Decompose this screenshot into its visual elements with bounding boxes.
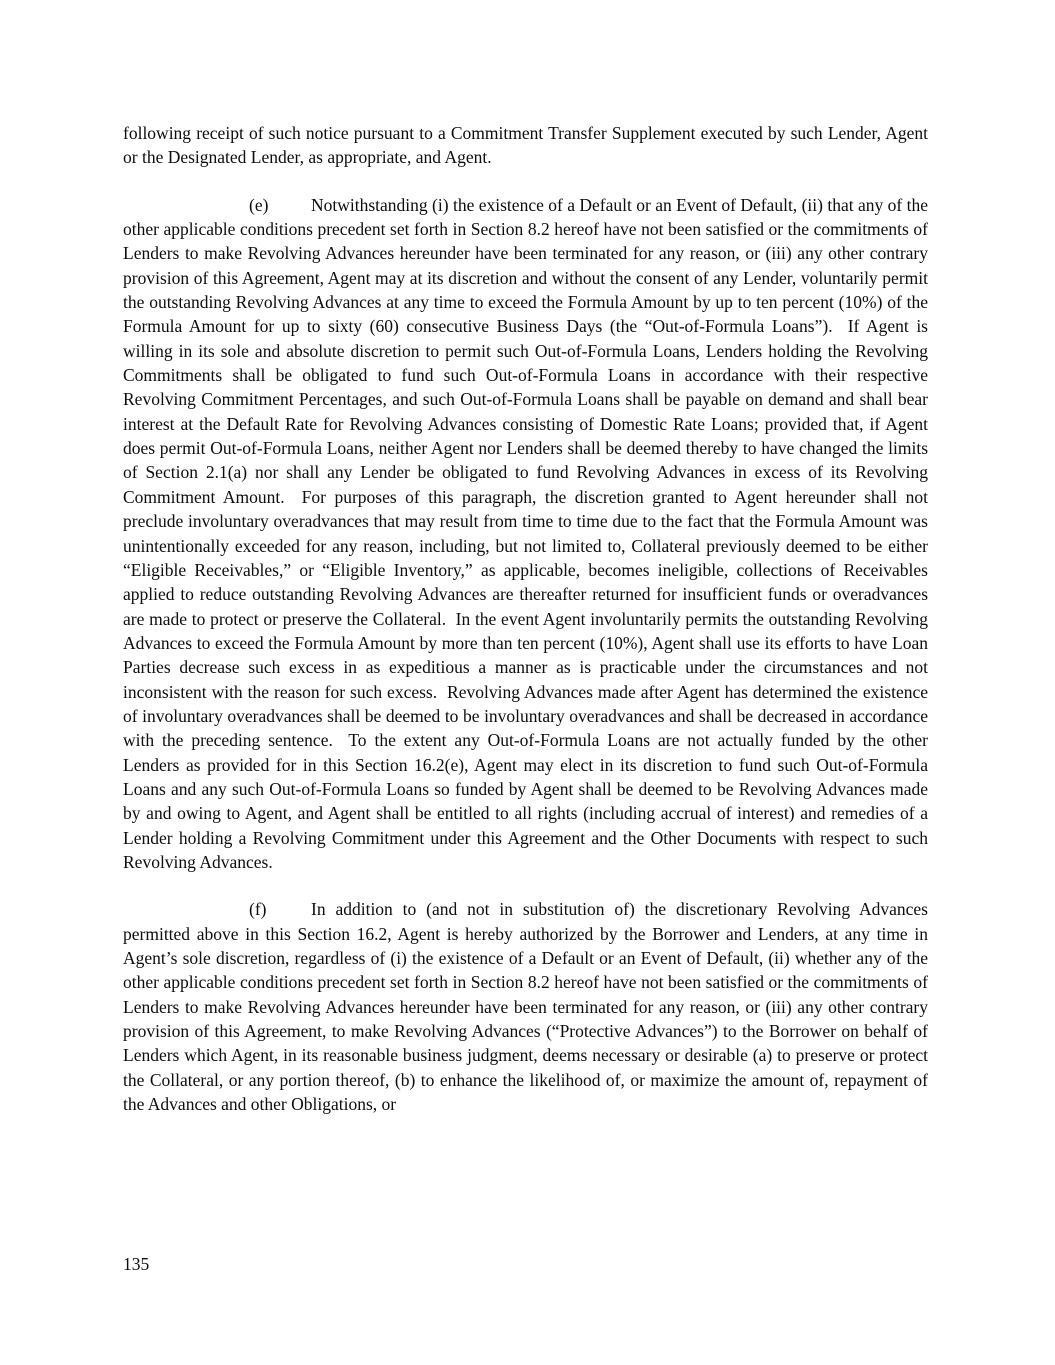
paragraph-f-label: (f)	[249, 899, 267, 920]
paragraph-text: Notwithstanding (i) the existence of a Default or an Event of Default, (ii) that any of the other applicable conditions precedent set forth in Section 8.2 hereof have not been satisfied or the commitments of Lenders to make Revolving Advances hereunder have been terminated for any reason, or (iii) any other contrary provision of this Agreement, Agent may at its discretion and without the consent of any Lender, voluntarily permit the outstanding Revolving Advances at any time to exceed the Formula Amount by up to ten percent (10%) of the Formula Amount for up to sixty (60) consecutive Business Days (the “Out-of-Formula Loans”). If Agent is willing in its sole and absolute discretion to permit such Out-of-Formula Loans, Lenders holding the Revolving Commitments shall be obligated to fund such Out-of-Formula Loans in accordance with their respective Revolving Commitment Percentages, and such Out-of-Formula Loans shall be payable on demand and shall bear interest at the Default Rate for Revolving Advances consisting of Domestic Rate Loans; provided that, if Agent does permit Out-of-Formula Loans, neither Agent nor Lenders shall be deemed thereby to have changed the limits of Section 2.1(a) nor shall any Lender be obligated to fund Revolving Advances in excess of its Revolving Commitment Amount. For purposes of this paragraph, the discretion granted to Agent hereunder shall not preclude involuntary overadvances that may result from time to time due to the fact that the Formula Amount was unintentionally exceeded for any reason, including, but not limited to, Collateral previously deemed to be either “Eligible Receivables,” or “Eligible Inventory,” as applicable, becomes ineligible, collections of Receivables applied to reduce outstanding Revolving Advances are thereafter returned for insufficient funds or overadvances are made to protect or preserve the Collateral. In the event Agent involuntarily permits the outstanding Revolving Advances to exceed the Formula Amount by more than ten percent (10%), Agent shall use its efforts to have Loan Parties decrease such excess in as expeditious a manner as is practicable under the circumstances and not inconsistent with the reason for such excess. Revolving Advances made after Agent has determined the existence of involuntary overadvances shall be deemed to be involuntary overadvances and shall be decreased in accordance with the preceding sentence. To the extent any Out-of-Formula Loans are not actually funded by the other Lenders as provided for in this Section 16.2(e), Agent may elect in its discretion to fund such Out-of-Formula Loans and any such Out-of-Formula Loans so funded by Agent shall be deemed to be Revolving Advances made by and owing to Agent, and Agent shall be entitled to all rights (including accrual of interest) and remedies of a Lender holding a Revolving Commitment under this Agreement and the Other Documents with respect to such Revolving Advances.	[123, 194, 933, 872]
paragraph-text: following receipt of such notice pursuant to a Commitment Transfer Supplement executed by such Lender, Agent or the Designated Lender, as appropriate, and Agent.	[123, 123, 933, 168]
paragraph-e-label: (e)	[249, 194, 269, 215]
paragraph-f	[123, 897, 933, 1116]
paragraph-continuation	[123, 121, 933, 170]
page-content	[123, 121, 933, 1139]
paragraph-e	[123, 193, 933, 875]
page-number: 135	[123, 1254, 150, 1274]
paragraph-text: In addition to (and not in substitution of) the discretionary Revolving Advances permitted above in this Section 16.2, Agent is hereby authorized by the Borrower and Lenders, at any time in Agent’s sole discretion, regardless of (i) the existence of a Default or an Event of Default, (ii) whether any of the other applicable conditions precedent set forth in Section 8.2 hereof have not been satisfied or the commitments of Lenders to make Revolving Advances hereunder have been terminated for any reason, or (iii) any other contrary provision of this Agreement, to make Revolving Advances (“Protective Advances”) to the Borrower on behalf of Lenders which Agent, in its reasonable business judgment, deems necessary or desirable (a) to preserve or protect the Collateral, or any portion thereof, (b) to enhance the likelihood of, or maximize the amount of, repayment of the Advances and other Obligations, or	[123, 899, 933, 1115]
